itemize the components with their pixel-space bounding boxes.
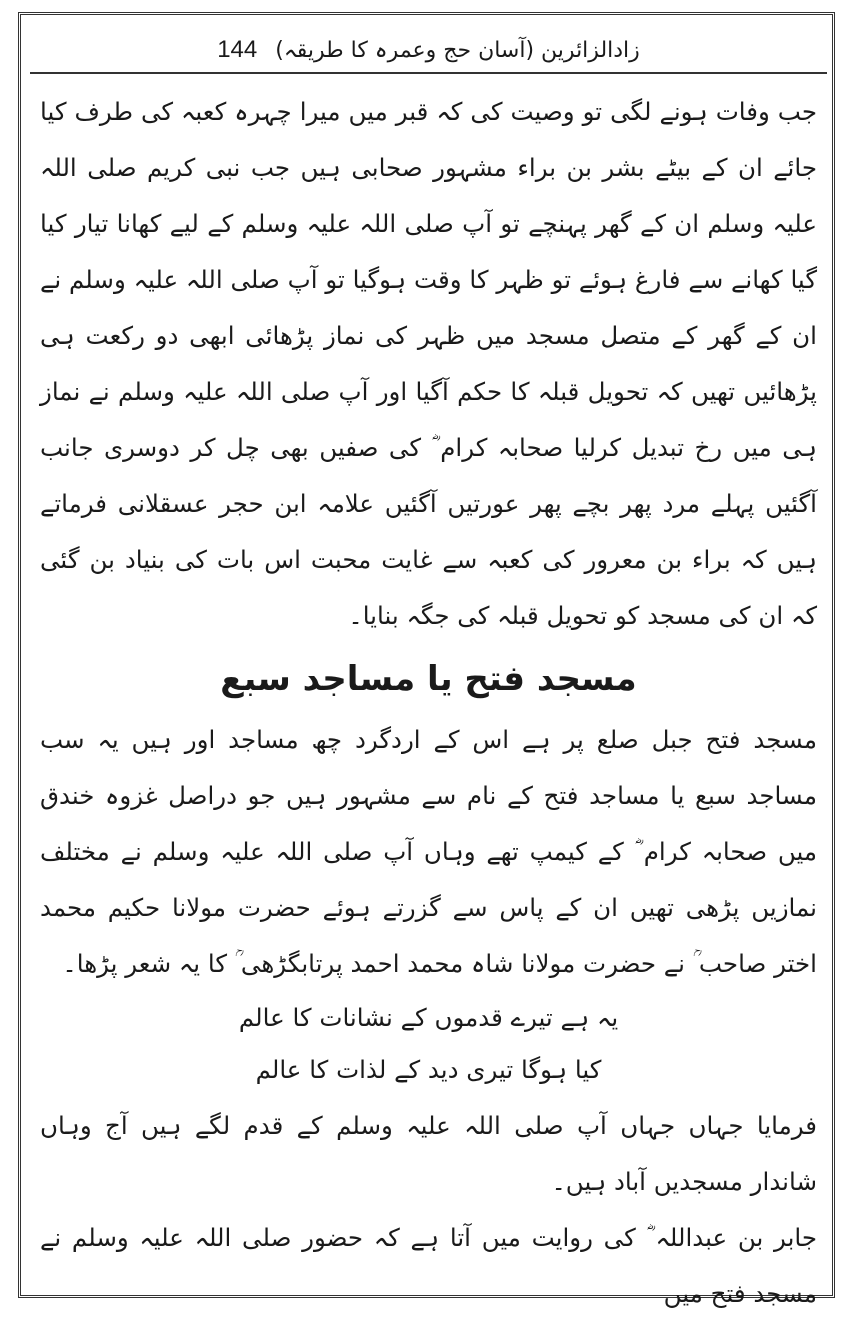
verse-line: کیا ہوگا تیری دید کے لذات کا عالم	[255, 1055, 602, 1084]
running-title: زادالزائرین (آسان حج وعمرہ کا طریقہ)	[275, 37, 640, 63]
verse-line: یہ ہے تیرے قدموں کے نشانات کا عالم	[238, 1003, 619, 1032]
section-paragraph: جابر بن عبداللہ ؓ کی روایت میں آتا ہے کہ حضور صلی اللہ علیہ وسلم نے مسجد فتح میں	[40, 1223, 817, 1308]
page-body	[40, 84, 817, 1308]
page-number: 144	[217, 36, 258, 63]
verse-block	[40, 992, 817, 1096]
page-header	[30, 28, 827, 74]
section-heading: مسجد فتح یا مساجد سبع	[220, 659, 637, 699]
body-paragraph: جب وفات ہونے لگی تو وصیت کی کہ قبر میں میرا چہرہ کعبہ کی طرف کیا جائے ان کے بیٹے بشر بن براء مشہور صحابی ہیں جب نبی کریم صلی اللہ علیہ وسلم ان کے گھر پہنچے تو آپ صلی اللہ علیہ وسلم کے لیے کھانا تیار کیا گیا کھانے سے فارغ ہوئے تو ظہر کا وقت ہوگیا تو آپ صلی اللہ علیہ وسلم نے ان کے گھر کے متصل مسجد میں ظہر کی نماز پڑھائی ابھی دو رکعت ہی پڑھائیں تھیں کہ تحویل قبلہ کا حکم آگیا اور آپ صلی اللہ علیہ وسلم نے نماز ہی میں رخ تبدیل کرلیا صحابہ کرام ؓ کی صفیں بھی چل کر دوسری جانب آگئیں پہلے مرد پھر بچے پھر عورتیں آگئیں علامہ ابن حجر عسقلانی فرماتے ہیں کہ براء بن معرور کی کعبہ سے غایت محبت اس بات کی بنیاد بن گئی کہ ان کی مسجد کو تحویل قبلہ کی جگہ بنایا۔	[40, 97, 817, 630]
section-paragraph: فرمایا جہاں جہاں آپ صلی اللہ علیہ وسلم کے قدم لگے ہیں آج وہاں شاندار مسجدیں آباد ہیں۔	[40, 1111, 817, 1196]
section-paragraph: مسجد فتح جبل صلع پر ہے اس کے اردگرد چھ مساجد اور ہیں یہ سب مساجد سبع یا مساجد فتح کے نام سے مشہور ہیں جو دراصل غزوہ خندق میں صحابہ کرام ؓ کے کیمپ تھے وہاں آپ صلی اللہ علیہ وسلم نے مختلف نمازیں پڑھی تھیں ان کے پاس سے گزرتے ہوئے حضرت مولانا حکیم محمد اختر صاحب ؒ نے حضرت مولانا شاہ محمد احمد پرتابگڑھی ؒ کا یہ شعر پڑھا۔	[40, 725, 817, 978]
